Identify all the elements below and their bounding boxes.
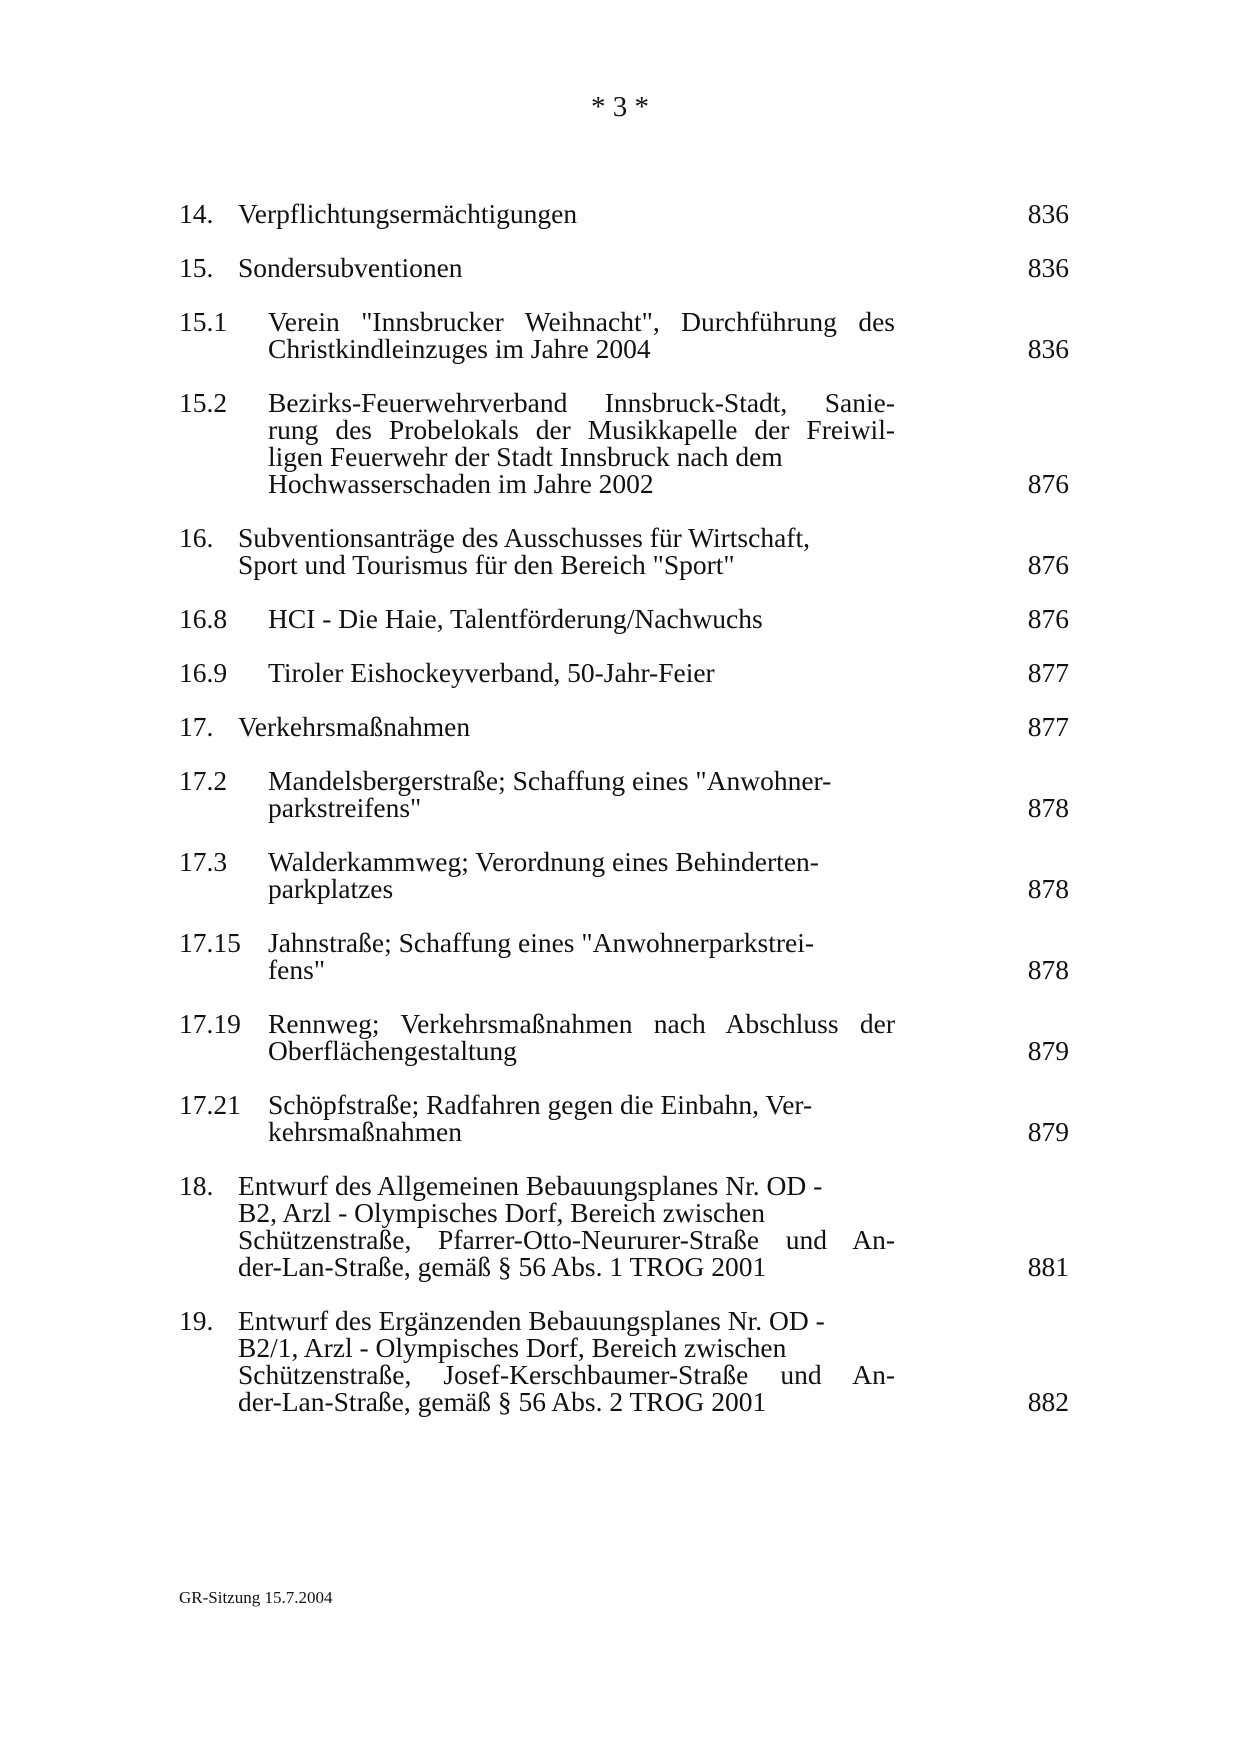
footer-session-label: GR-Sitzung 15.7.2004 [179,1588,333,1607]
entry-title: Walderkammweg; Verordnung eines Behinderten- parkplatzes [268,846,819,904]
entry-page: 877 [1027,657,1069,688]
toc-entry [179,1172,1069,1280]
entry-number: 16. [179,522,214,553]
entry-number: 15.1 [179,306,228,337]
toc-entry [179,767,1069,821]
entry-page: 836 [1027,333,1069,364]
entry-page: 876 [1027,549,1069,580]
entry-title: Entwurf des Ergänzenden Bebauungsplanes Nr. OD - B2/1, Arzl - Olympisches Dorf, Bereich zwischen Schützenstraße, Josef-Kerschbaumer-Straße und An- der-Lan-Straße, gemäß § 56 Abs. 2 TROG 2001 [238,1305,895,1417]
entry-page: 882 [1027,1386,1069,1417]
toc-entry [179,1091,1069,1145]
page-number: * 3 * [591,91,649,123]
entry-page: 878 [1027,873,1069,904]
entry-title: Subventionsanträge des Ausschusses für Wirtschaft, Sport und Tourismus für den Bereich "Sport" [238,522,810,580]
entry-page: 877 [1027,711,1069,742]
toc-entry [179,659,1069,686]
entry-title: HCI - Die Haie, Talentförderung/Nachwuchs [268,603,763,634]
entry-number: 17.2 [179,765,228,796]
entry-title: Verein "Innsbrucker Weihnacht", Durchführung des Christkindleinzuges im Jahre 2004 [268,306,895,364]
entry-title: Entwurf des Allgemeinen Bebauungsplanes Nr. OD - B2, Arzl - Olympisches Dorf, Bereich zwischen Schützenstraße, Pfarrer-Otto-Neururer-Straße und An- der-Lan-Straße, gemäß § 56 Abs. 1 TROG 2001 [238,1170,895,1282]
entry-number: 17.15 [179,927,241,958]
entry-number: 18. [179,1170,214,1201]
entry-number: 17. [179,711,214,742]
entry-page: 876 [1027,603,1069,634]
entry-number: 17.21 [179,1089,241,1120]
entry-number: 17.3 [179,846,228,877]
toc-entry [179,389,1069,497]
toc-entry [179,713,1069,740]
toc-entry [179,254,1069,281]
entry-page: 836 [1027,252,1069,283]
entry-title: Rennweg; Verkehrsmaßnahmen nach Abschluss der Oberflächengestaltung [268,1008,895,1066]
entry-page: 878 [1027,792,1069,823]
entry-page: 836 [1027,198,1069,229]
entry-title: Bezirks-Feuerwehrverband Innsbruck-Stadt, Sanie- rung des Probelokals der Musikkapelle der Freiwil- ligen Feuerwehr der Stadt Innsbruck nach dem Hochwasserschaden im Jahre 2002 [268,387,895,499]
entry-number: 17.19 [179,1008,241,1039]
entry-page: 881 [1027,1251,1069,1282]
entry-number: 14. [179,198,214,229]
entry-page: 876 [1027,468,1069,499]
toc-entry [179,929,1069,983]
entry-number: 16.8 [179,603,228,634]
toc-entry [179,1307,1069,1415]
entry-number: 15.2 [179,387,228,418]
entry-title: Sondersubventionen [238,252,463,283]
toc-entry [179,200,1069,227]
entry-page: 878 [1027,954,1069,985]
entry-title: Tiroler Eishockeyverband, 50-Jahr-Feier [268,657,715,688]
entry-page: 879 [1027,1035,1069,1066]
toc-entry [179,308,1069,362]
entry-title: Verkehrsmaßnahmen [238,711,471,742]
entry-title: Jahnstraße; Schaffung eines "Anwohnerparkstrei- fens" [268,927,815,985]
toc-entry [179,524,1069,578]
entry-number: 16.9 [179,657,228,688]
entry-title: Mandelsbergerstraße; Schaffung eines "Anwohner- parkstreifens" [268,765,832,823]
entry-title: Verpflichtungsermächtigungen [238,198,578,229]
toc-entry [179,848,1069,902]
entry-page: 879 [1027,1116,1069,1147]
entry-number: 15. [179,252,214,283]
toc-entry [179,605,1069,632]
entry-title: Schöpfstraße; Radfahren gegen die Einbahn, Ver- kehrsmaßnahmen [268,1089,813,1147]
table-of-contents [179,200,1069,1442]
toc-entry [179,1010,1069,1064]
entry-number: 19. [179,1305,214,1336]
